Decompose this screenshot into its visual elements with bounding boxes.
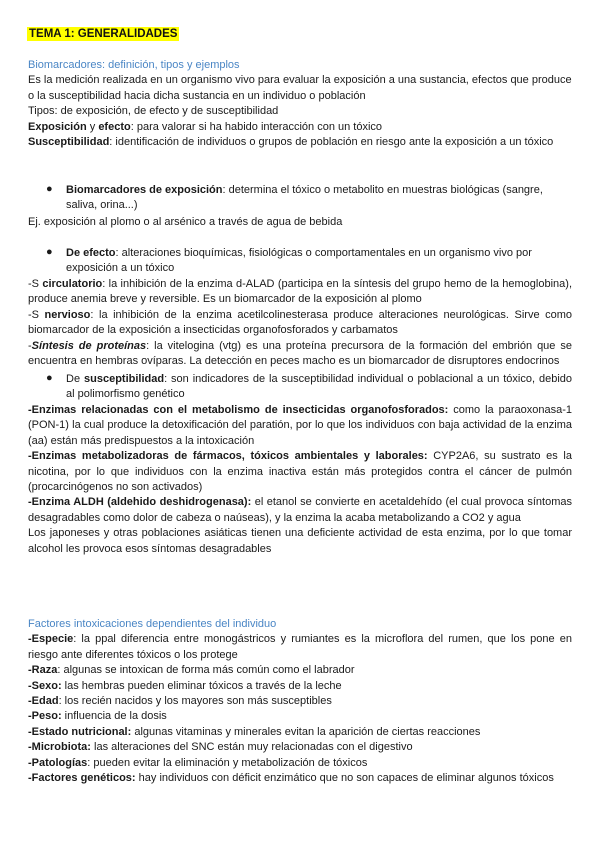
section-heading: Biomarcadores: definición, tipos y ejemplos bbox=[28, 59, 240, 71]
factor-item: -Peso: influencia de la dosis bbox=[28, 710, 167, 723]
susceptibilidad-text: Susceptibilidad: identificación de individuos o grupos de población en riesgo ante la exposición a un tóxico bbox=[28, 136, 554, 149]
factor-item: -Patologías: pueden evitar la eliminación y metabolización de tóxicos bbox=[28, 756, 368, 769]
bullet-text: De efecto: alteraciones bioquímicas, fisiológicas o comportamentales en un organismo vivo por exposición a un tóxico bbox=[66, 247, 532, 275]
factor-item: -Raza: algunas se intoxican de forma más común como el labrador bbox=[28, 664, 355, 677]
types-text: Tipos: de exposición, de efecto y de susceptibilidad bbox=[28, 105, 279, 118]
page-title: TEMA 1: GENERALIDADES bbox=[29, 28, 178, 40]
circulatorio-text: -S circulatorio: la inhibición de la enzima d-ALAD (participa en la síntesis del grupo hemo de la hemoglobina), produce anemia breve y reversible. Es un biomarcador de la exposición al plomo bbox=[28, 278, 572, 306]
enzimas-metabolizadoras-text: -Enzimas metabolizadoras de fármacos, tóxicos ambientales y laborales: CYP2A6, su sustrato es la nicotina, por lo que individuos con la enzima inactiva están más protegidos contra el cáncer de pulmón (procarcinógenos no son activados) bbox=[28, 450, 572, 494]
section-biomarcadores bbox=[28, 58, 572, 150]
enzima-aldh-text: -Enzima ALDH (aldehido deshidrogenasa): el etanol se convierte en acetaldehído (el cual provoca síntomas desagradables como dolor de cabeza o naúseas), y la enzima la acaba metabolizando a CO2 y agua bbox=[28, 496, 573, 524]
susceptibilidad-examples bbox=[28, 403, 572, 557]
section-heading: Factores intoxicaciones dependientes del individuo bbox=[28, 618, 277, 630]
bullet-dot: ● bbox=[46, 372, 53, 384]
factor-item: -Factores genéticos: hay individuos con déficit enzimático que no son capaces de eliminar algunos tóxicos bbox=[28, 772, 554, 785]
factor-item: -Especie: la ppal diferencia entre monogástricos y rumiantes es la microflora del rumen, que los pone en riesgo ante diferentes tóxicos o los protege bbox=[28, 633, 572, 661]
bullet-dot: ● bbox=[46, 246, 53, 258]
factor-item: -Edad: los recién nacidos y los mayores son más susceptibles bbox=[28, 695, 332, 708]
japoneses-text: Los japoneses y otras poblaciones asiáticas tienen una deficiente actividad de esta enzima, por lo que tomar alcohol les provoca esos síntomas desagradables bbox=[28, 527, 572, 555]
factor-item: -Sexo: las hembras pueden eliminar tóxicos a través de la leche bbox=[28, 679, 342, 692]
enzimas-organofosforados-text: -Enzimas relacionadas con el metabolismo de insecticidas organofosforados: como la paraoxonasa-1 (PON-1) la cual produce la detoxificación del paratión, por lo que los individuos con baja actividad de la enzima (aa) están más predispuestos a la intoxicación bbox=[28, 404, 573, 447]
example-exposicion: Ej. exposición al plomo o al arsénico a través de agua de bebida bbox=[28, 216, 343, 228]
sintesis-text: -Síntesis de proteínas: la vitelogina (vtg) es una proteína precursora de la formación del embrión que se encuentra en hembras ovíparas. La detección en peces macho es un biomarcador de disruptores endocrinos bbox=[28, 339, 572, 368]
factor-item: -Estado nutricional: algunas vitaminas y minerales evitan la aparición de ciertas reacciones bbox=[28, 725, 481, 738]
bullet-text: De susceptibilidad: son indicadores de la susceptibilidad individual o poblacional a un tóxico, debido al polimorfismo genético bbox=[66, 373, 572, 401]
factores-list bbox=[28, 632, 572, 786]
section-factores bbox=[28, 617, 572, 786]
bullet-text: Biomarcadores de exposición: determina el tóxico o metabolito en muestras biológicas (sangre, saliva, orina...) bbox=[66, 184, 543, 212]
factor-item: -Microbiota: las alteraciones del SNC están muy relacionadas con el digestivo bbox=[28, 741, 413, 754]
nervioso-text: -S nervioso: la inhibición de la enzima acetilcolinesterasa produce alteraciones neurológicas. Sirve como biomarcador de la exposición a insecticidas organofosforados y carbamatos bbox=[28, 308, 572, 337]
definition-text: Es la medición realizada en un organismo vivo para evaluar la exposición a una sustancia, efectos que produce o la susceptibilidad hacia dicha sustancia en un individuo o población bbox=[28, 74, 572, 102]
bullet-dot: ● bbox=[46, 183, 53, 195]
efecto-examples bbox=[28, 277, 572, 369]
exposicion-efecto-text: Exposición y efecto: para valorar si ha habido interacción con un tóxico bbox=[28, 120, 383, 133]
